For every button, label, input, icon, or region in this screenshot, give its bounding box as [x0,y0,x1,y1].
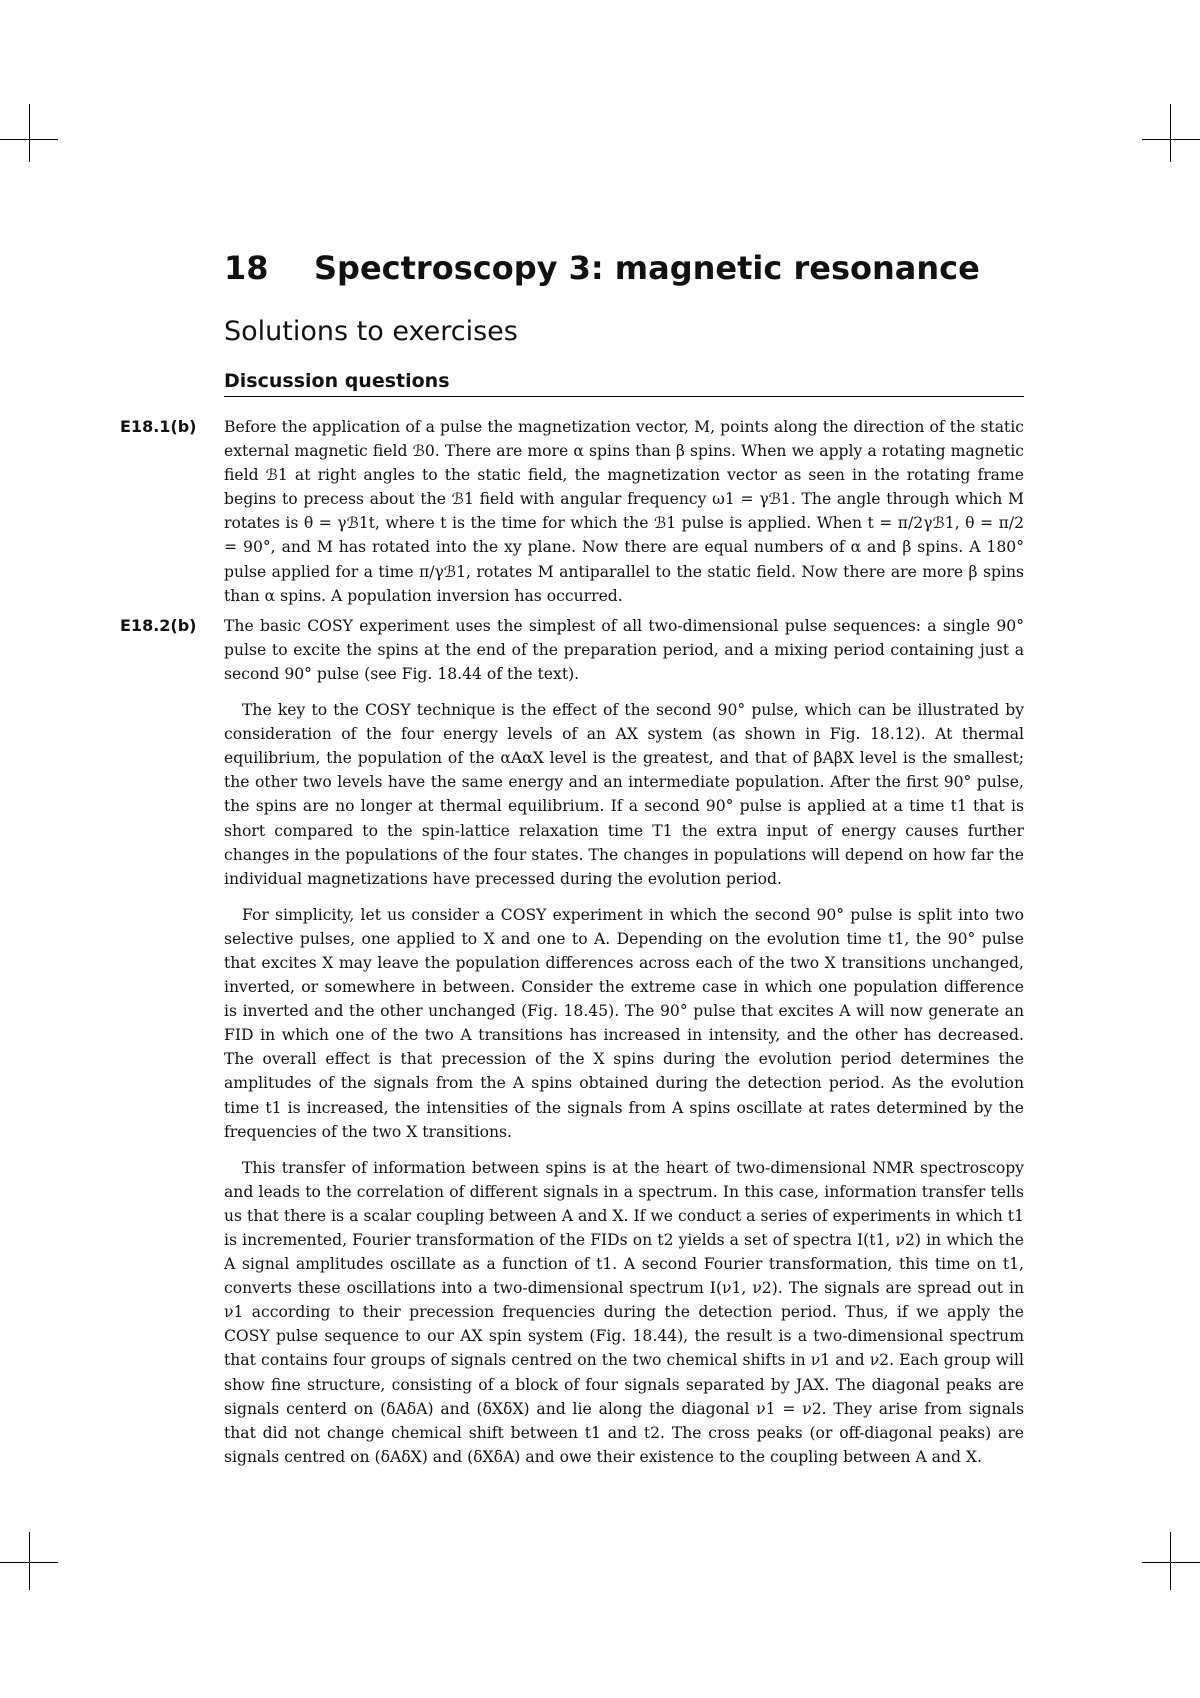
chapter-title: Spectroscopy 3: magnetic resonance [314,249,980,287]
page-subtitle: Solutions to exercises [224,316,518,347]
exercise-2-paragraph-3: For simplicity, let us consider a COSY experiment in which the second 90° pulse is split into two selective pulses, one applied to X and one to A. Depending on the evolution time t1, the 90° pulse that excites X may leave the population differences across each of the two X transitions unchanged, inverted, or somewhere in between. Consider the extreme case in which one population difference is inverted and the other unchanged (Fig. 18.45). The 90° pulse that excites A will now generate an FID in which one of the two A transitions has increased in intensity, and the other has decreased. The overall effect is that precession of the X spins during the evolution period determines the amplitudes of the signals from the A spins obtained during the detection period. As the evolution time t1 is increased, the intensities of the signals from A spins oscillate at rates determined by the frequencies of the two X transitions. [224,905,1024,1141]
crop-mark-bottom-right-h [1142,1562,1200,1563]
crop-mark-top-right-h [1142,139,1200,140]
crop-mark-bottom-right-v [1170,1532,1171,1590]
exercise-label: E18.2(b) [120,615,197,635]
section-heading: Discussion questions [224,372,1024,397]
exercise-1-paragraph-1 [120,415,1024,608]
chapter-number: 18 [224,249,269,287]
paragraph-text: The basic COSY experiment uses the simplest of all two-dimensional pulse sequences: a single 90° pulse to excite the spins at the end of the preparation period, and a mixing period containing just a second 90° pulse (see Fig. 18.44 of the text). [224,616,1024,683]
exercise-label: E18.1(b) [120,417,197,436]
exercise-2-paragraph-4: This transfer of information between spins is at the heart of two-dimensional NMR spectroscopy and leads to the correlation of different signals in a spectrum. In this case, information transfer tells us that there is a scalar coupling between A and X. If we conduct a series of experiments in which t1 is incremented, Fourier transformation of the FIDs on t2 yields a set of spectra I(t1, ν2) in which the A signal amplitudes oscillate as a function of t1. A second Fourier transformation, this time on t1, converts these oscillations into a two-dimensional spectrum I(ν1, ν2). The signals are spread out in ν1 according to their precession frequencies during the detection period. Thus, if we apply the COSY pulse sequence to our AX spin system (Fig. 18.44), the result is a two-dimensional spectrum that contains four groups of signals centred on the two chemical shifts in ν1 and ν2. Each group will show fine structure, consisting of a block of four signals separated by JAX. The diagonal peaks are signals centerd on (δAδA) and (δXδX) and lie along the diagonal ν1 = ν2. They arise from signals that did not change chemical shift between t1 and t2. The cross peaks (or off-diagonal peaks) are signals centred on (δAδX) and (δXδA) and owe their existence to the coupling between A and X. [224,1158,1024,1466]
crop-mark-bottom-left-v [29,1532,30,1590]
crop-mark-top-left-v [29,104,30,162]
exercise-2-paragraph-2: The key to the COSY technique is the effect of the second 90° pulse, which can be illustrated by consideration of the four energy levels of an AX system (as shown in Fig. 18.12). At thermal equilibrium, the population of the αAαX level is the greatest, and that of βAβX level is the smallest; the other two levels have the same energy and an intermediate population. After the first 90° pulse, the spins are no longer at thermal equilibrium. If a second 90° pulse is applied at a time t1 that is short compared to the spin-lattice relaxation time T1 the extra input of energy causes further changes in the populations of the four states. The changes in populations will depend on how far the individual magnetizations have precessed during the evolution period. [224,701,1024,888]
chapter-heading [224,249,980,287]
crop-mark-top-right-v [1170,104,1171,162]
exercise-list [120,415,1024,1469]
paragraph-text: Before the application of a pulse the magnetization vector, M, points along the direction of the static external magnetic field ℬ0. There are more α spins than β spins. When we apply a rotating magnetic field ℬ1 at right angles to the static field, the magnetization vector as seen in the rotating frame begins to precess about the ℬ1 field with angular frequency ω1 = γℬ1. The angle through which M rotates is θ = γℬ1t, where t is the time for which the ℬ1 pulse is applied. When t = π/2γℬ1, θ = π/2 = 90°, and M has rotated into the xy plane. Now there are equal numbers of α and β spins. A 180° pulse applied for a time π/γℬ1, rotates M antiparallel to the static field. Now there are more β spins than α spins. A population inversion has occurred. [224,418,1024,605]
exercise-2-paragraph-1 [120,614,1024,686]
